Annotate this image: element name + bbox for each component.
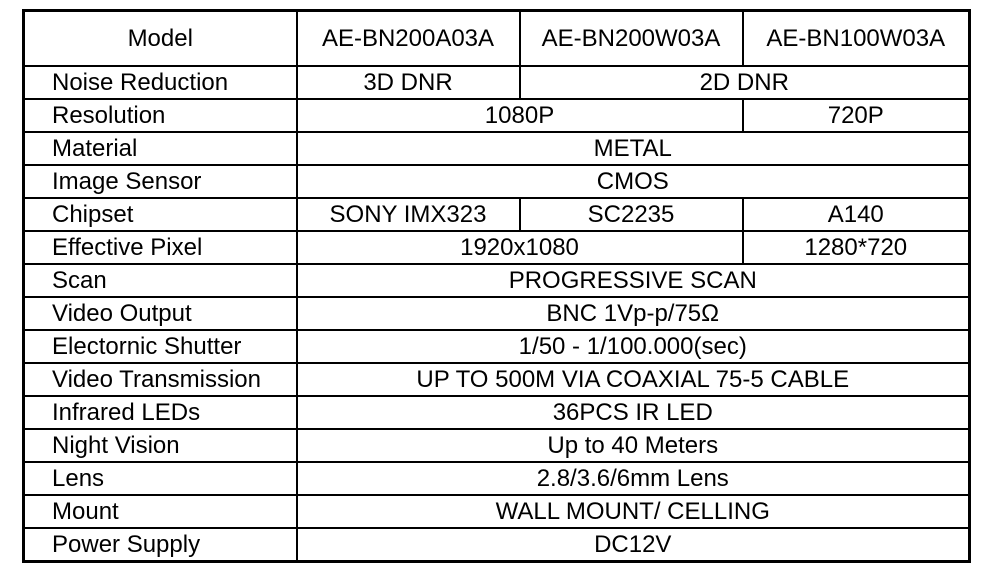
spec-row-chipset bbox=[24, 198, 970, 231]
spec-value: BNC 1Vp-p/75Ω bbox=[297, 297, 970, 330]
spec-label: Electornic Shutter bbox=[24, 330, 297, 363]
spec-value: SONY IMX323 bbox=[297, 198, 520, 231]
spec-value: CMOS bbox=[297, 165, 970, 198]
spec-value: 1/50 - 1/100.000(sec) bbox=[297, 330, 970, 363]
model-header-label: Model bbox=[24, 11, 297, 67]
spec-value: PROGRESSIVE SCAN bbox=[297, 264, 970, 297]
spec-label: Resolution bbox=[24, 99, 297, 132]
spec-value: 720P bbox=[743, 99, 970, 132]
spec-label: Scan bbox=[24, 264, 297, 297]
spec-row-effective-pixel bbox=[24, 231, 970, 264]
spec-value: UP TO 500M VIA COAXIAL 75-5 CABLE bbox=[297, 363, 970, 396]
spec-value: 1080P bbox=[297, 99, 743, 132]
spec-label: Power Supply bbox=[24, 528, 297, 562]
spec-label: Video Transmission bbox=[24, 363, 297, 396]
spec-value: Up to 40 Meters bbox=[297, 429, 970, 462]
spec-row-power-supply bbox=[24, 528, 970, 562]
spec-label: Effective Pixel bbox=[24, 231, 297, 264]
spec-row-electronic-shutter bbox=[24, 330, 970, 363]
spec-row-infrared-leds bbox=[24, 396, 970, 429]
spec-value: 3D DNR bbox=[297, 66, 520, 99]
spec-value: SC2235 bbox=[520, 198, 743, 231]
spec-row-lens bbox=[24, 462, 970, 495]
spec-label: Lens bbox=[24, 462, 297, 495]
spec-row-night-vision bbox=[24, 429, 970, 462]
spec-row-image-sensor bbox=[24, 165, 970, 198]
spec-table bbox=[22, 9, 971, 563]
spec-label: Material bbox=[24, 132, 297, 165]
spec-label: Mount bbox=[24, 495, 297, 528]
model-name: AE-BN200W03A bbox=[520, 11, 743, 67]
spec-label: Infrared LEDs bbox=[24, 396, 297, 429]
spec-label: Noise Reduction bbox=[24, 66, 297, 99]
spec-value: 36PCS IR LED bbox=[297, 396, 970, 429]
spec-row-scan bbox=[24, 264, 970, 297]
spec-value: 2.8/3.6/6mm Lens bbox=[297, 462, 970, 495]
spec-row-video-transmission bbox=[24, 363, 970, 396]
spec-value: DC12V bbox=[297, 528, 970, 562]
model-name: AE-BN200A03A bbox=[297, 11, 520, 67]
spec-row-noise-reduction bbox=[24, 66, 970, 99]
spec-value: WALL MOUNT/ CELLING bbox=[297, 495, 970, 528]
spec-value: 1920x1080 bbox=[297, 231, 743, 264]
spec-row-material bbox=[24, 132, 970, 165]
spec-label: Night Vision bbox=[24, 429, 297, 462]
model-name: AE-BN100W03A bbox=[743, 11, 970, 67]
spec-label: Video Output bbox=[24, 297, 297, 330]
spec-value: METAL bbox=[297, 132, 970, 165]
spec-value: 1280*720 bbox=[743, 231, 970, 264]
header-row bbox=[24, 11, 970, 67]
spec-row-mount bbox=[24, 495, 970, 528]
spec-label: Image Sensor bbox=[24, 165, 297, 198]
spec-label: Chipset bbox=[24, 198, 297, 231]
spec-row-video-output bbox=[24, 297, 970, 330]
spec-row-resolution bbox=[24, 99, 970, 132]
spec-value: 2D DNR bbox=[520, 66, 970, 99]
spec-value: A140 bbox=[743, 198, 970, 231]
